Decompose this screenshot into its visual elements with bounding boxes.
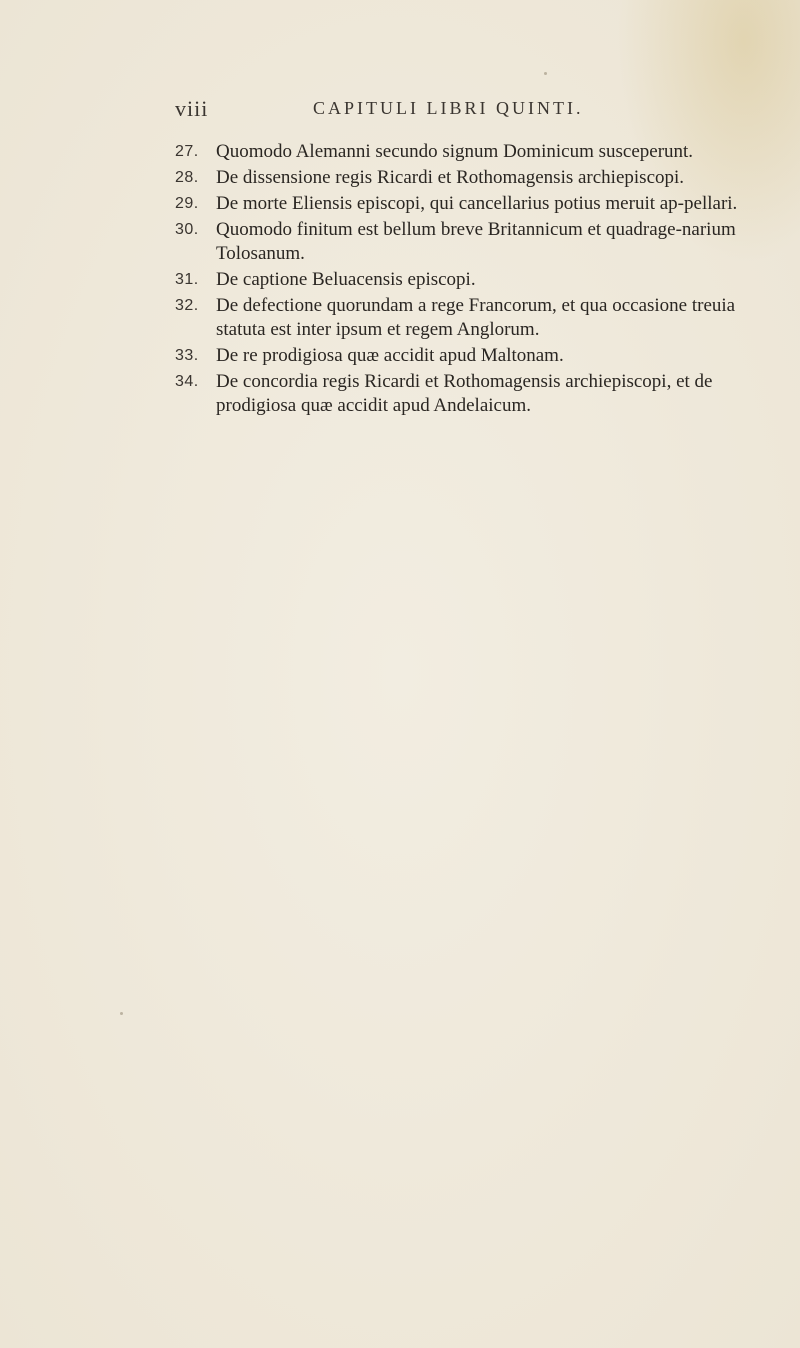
chapter-title: Quomodo Alemanni secundo signum Dominicum susceperunt. — [216, 141, 694, 162]
chapter-number: 27. — [175, 143, 199, 160]
chapter-title: De defectione quorundam a rege Francorum, et qua occasione treuia statuta est inter ipsum et regem Anglorum. — [216, 295, 736, 340]
chapter-number: 34. — [175, 373, 199, 390]
chapter-entry — [175, 192, 775, 216]
chapter-title: De captione Beluacensis episcopi. — [216, 269, 476, 290]
chapter-list — [175, 140, 775, 420]
paper-speck — [544, 72, 547, 75]
chapter-title: De concordia regis Ricardi et Rothomagensis archiepiscopi, et de prodigiosa quæ accidit apud Andelaicum. — [216, 371, 713, 416]
page-header — [175, 96, 775, 120]
chapter-number: 29. — [175, 195, 199, 212]
chapter-entry — [175, 370, 775, 418]
chapter-title: De re prodigiosa quæ accidit apud Maltonam. — [216, 345, 564, 366]
chapter-entry — [175, 344, 775, 368]
page-number: viii — [175, 96, 209, 121]
chapter-title: Quomodo finitum est bellum breve Britannicum et quadrage-narium Tolosanum. — [216, 219, 736, 264]
chapter-entry — [175, 140, 775, 164]
chapter-number: 31. — [175, 271, 199, 288]
chapter-entry — [175, 166, 775, 190]
chapter-title: De dissensione regis Ricardi et Rothomagensis archiepiscopi. — [216, 167, 685, 188]
chapter-number: 33. — [175, 347, 199, 364]
chapter-number: 30. — [175, 221, 199, 238]
paper-speck — [120, 1012, 123, 1015]
chapter-entry — [175, 294, 775, 342]
chapter-number: 32. — [175, 297, 199, 314]
chapter-entry — [175, 268, 775, 292]
chapter-entry — [175, 218, 775, 266]
chapter-number: 28. — [175, 169, 199, 186]
running-head: CAPITULI LIBRI QUINTI. — [313, 98, 584, 118]
chapter-title: De morte Eliensis episcopi, qui cancellarius potius meruit ap-pellari. — [216, 193, 738, 214]
